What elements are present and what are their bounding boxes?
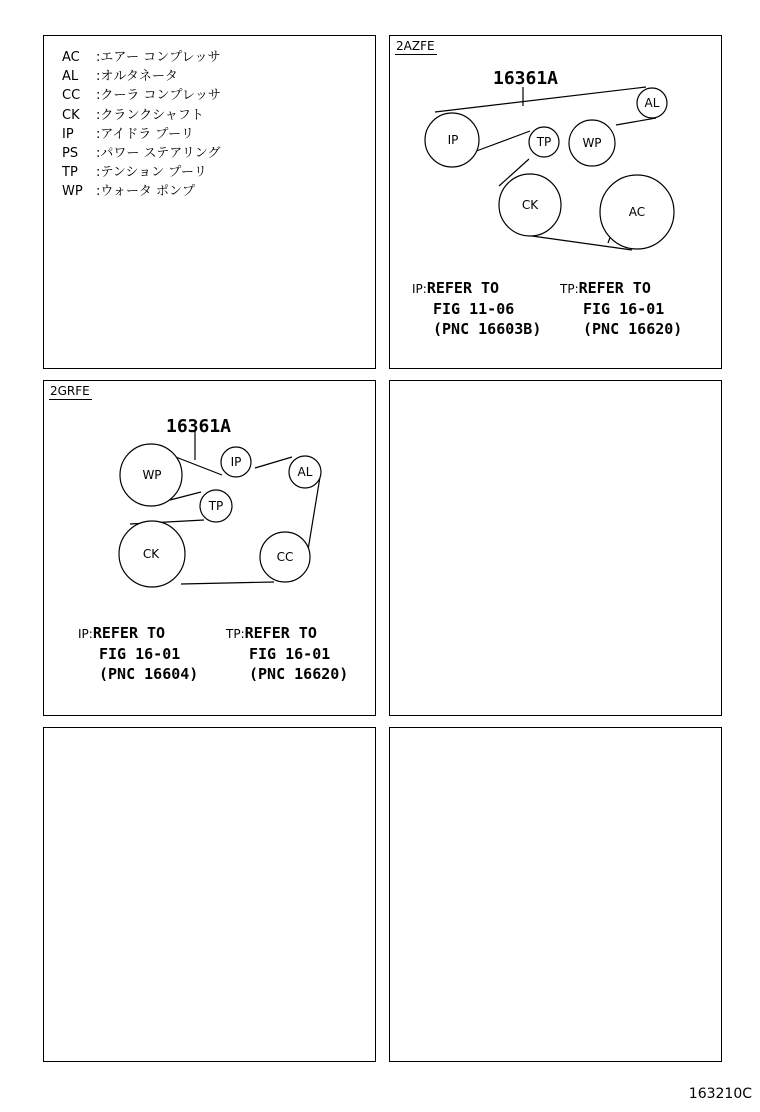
- legend-text: オルタネータ: [100, 69, 178, 85]
- pulley-label-tp: TP: [536, 135, 552, 149]
- ref-line1: REFER TO: [92, 624, 166, 642]
- legend-text: エアー コンプレッサ: [100, 50, 221, 65]
- ref-line2: FIG 11-06: [433, 300, 515, 318]
- legend-code: AL: [62, 69, 79, 85]
- part-number: 16361A: [493, 68, 559, 89]
- ref-line2: FIG 16-01: [583, 300, 665, 318]
- tension-reference: [226, 623, 348, 684]
- legend-code: CC: [62, 88, 81, 104]
- legend-item-ck: CK :クランクシャフト: [62, 106, 221, 125]
- legend-code: WP: [62, 184, 83, 200]
- empty-panel: [389, 380, 722, 716]
- legend-text: ウォータ ポンプ: [100, 184, 196, 200]
- ref-line2: FIG 16-01: [249, 645, 331, 663]
- pulley-label-wp: WP: [142, 468, 162, 482]
- pulley-label-ck: CK: [142, 547, 160, 561]
- legend-text: クランクシャフト: [100, 107, 204, 123]
- pulley-label-ac: AC: [628, 205, 646, 219]
- pulley-label-tp: TP: [208, 499, 224, 513]
- belt-segment: [616, 118, 656, 125]
- part-number: 16361A: [166, 416, 232, 437]
- legend-code: CK: [62, 107, 80, 123]
- ref-line1: REFER TO: [244, 624, 317, 642]
- legend-text: クーラ コンプレッサ: [100, 88, 221, 104]
- belt-segment: [255, 457, 292, 468]
- pulley-label-al: AL: [644, 96, 660, 110]
- legend-item-ps: PS :パワー ステアリング: [62, 144, 221, 163]
- figure-code: 163210C: [688, 1086, 752, 1102]
- legend-item-tp: TP :テンション プーリ: [62, 163, 221, 182]
- tension-reference: [560, 278, 682, 339]
- ref-line3: (PNC 16620): [583, 320, 683, 338]
- ref-line2: FIG 16-01: [99, 645, 181, 663]
- pulley-label-ip: IP: [230, 455, 242, 469]
- pulley-label-cc: CC: [276, 550, 294, 564]
- legend-code: TP: [62, 165, 78, 181]
- pulley-label-al: AL: [297, 465, 313, 479]
- legend-panel: [43, 35, 376, 369]
- pulley-label-wp: WP: [582, 136, 602, 150]
- empty-panel: [43, 727, 376, 1062]
- ref-line3: (PNC 16604): [99, 665, 199, 683]
- legend-item-wp: WP :ウォータ ポンプ: [62, 182, 221, 201]
- ref-prefix: IP:: [412, 282, 427, 296]
- panel-2azfe: [389, 35, 722, 369]
- belt-segment: [181, 582, 274, 584]
- empty-panel: [389, 727, 722, 1062]
- legend-item-ac: AC :エアー コンプレッサ: [62, 48, 221, 67]
- engine-tag: 2GRFE: [50, 384, 90, 398]
- ref-prefix: TP:: [560, 282, 579, 296]
- ref-prefix: TP:: [226, 627, 245, 641]
- pulley-label-ip: IP: [447, 133, 459, 147]
- ref-line3: (PNC 16603B): [433, 320, 542, 338]
- belt-segment: [471, 131, 530, 153]
- belt-segment: [435, 87, 646, 112]
- legend-text: パワー ステアリング: [100, 146, 221, 162]
- legend-item-ip: IP :アイドラ プーリ: [62, 125, 221, 144]
- legend-item-al: AL :オルタネータ: [62, 67, 221, 86]
- belt-segment: [307, 477, 320, 556]
- legend-text: アイドラ プーリ: [100, 126, 194, 142]
- panel-2grfe: [43, 380, 376, 716]
- legend-list: [62, 48, 221, 202]
- engine-tag: 2AZFE: [396, 39, 435, 53]
- ref-line1: REFER TO: [578, 279, 651, 297]
- ref-line1: REFER TO: [426, 279, 500, 297]
- legend-text: テンション プーリ: [100, 165, 207, 181]
- pulley-label-ck: CK: [521, 198, 539, 212]
- legend-code: IP: [62, 126, 74, 142]
- ref-prefix: IP:: [78, 627, 93, 641]
- ref-line3: (PNC 16620): [249, 665, 349, 683]
- idler-reference: [78, 623, 198, 684]
- legend-code: AC: [62, 50, 80, 65]
- idler-reference: [412, 278, 541, 339]
- legend-code: PS: [62, 146, 79, 162]
- legend-item-cc: CC :クーラ コンプレッサ: [62, 86, 221, 105]
